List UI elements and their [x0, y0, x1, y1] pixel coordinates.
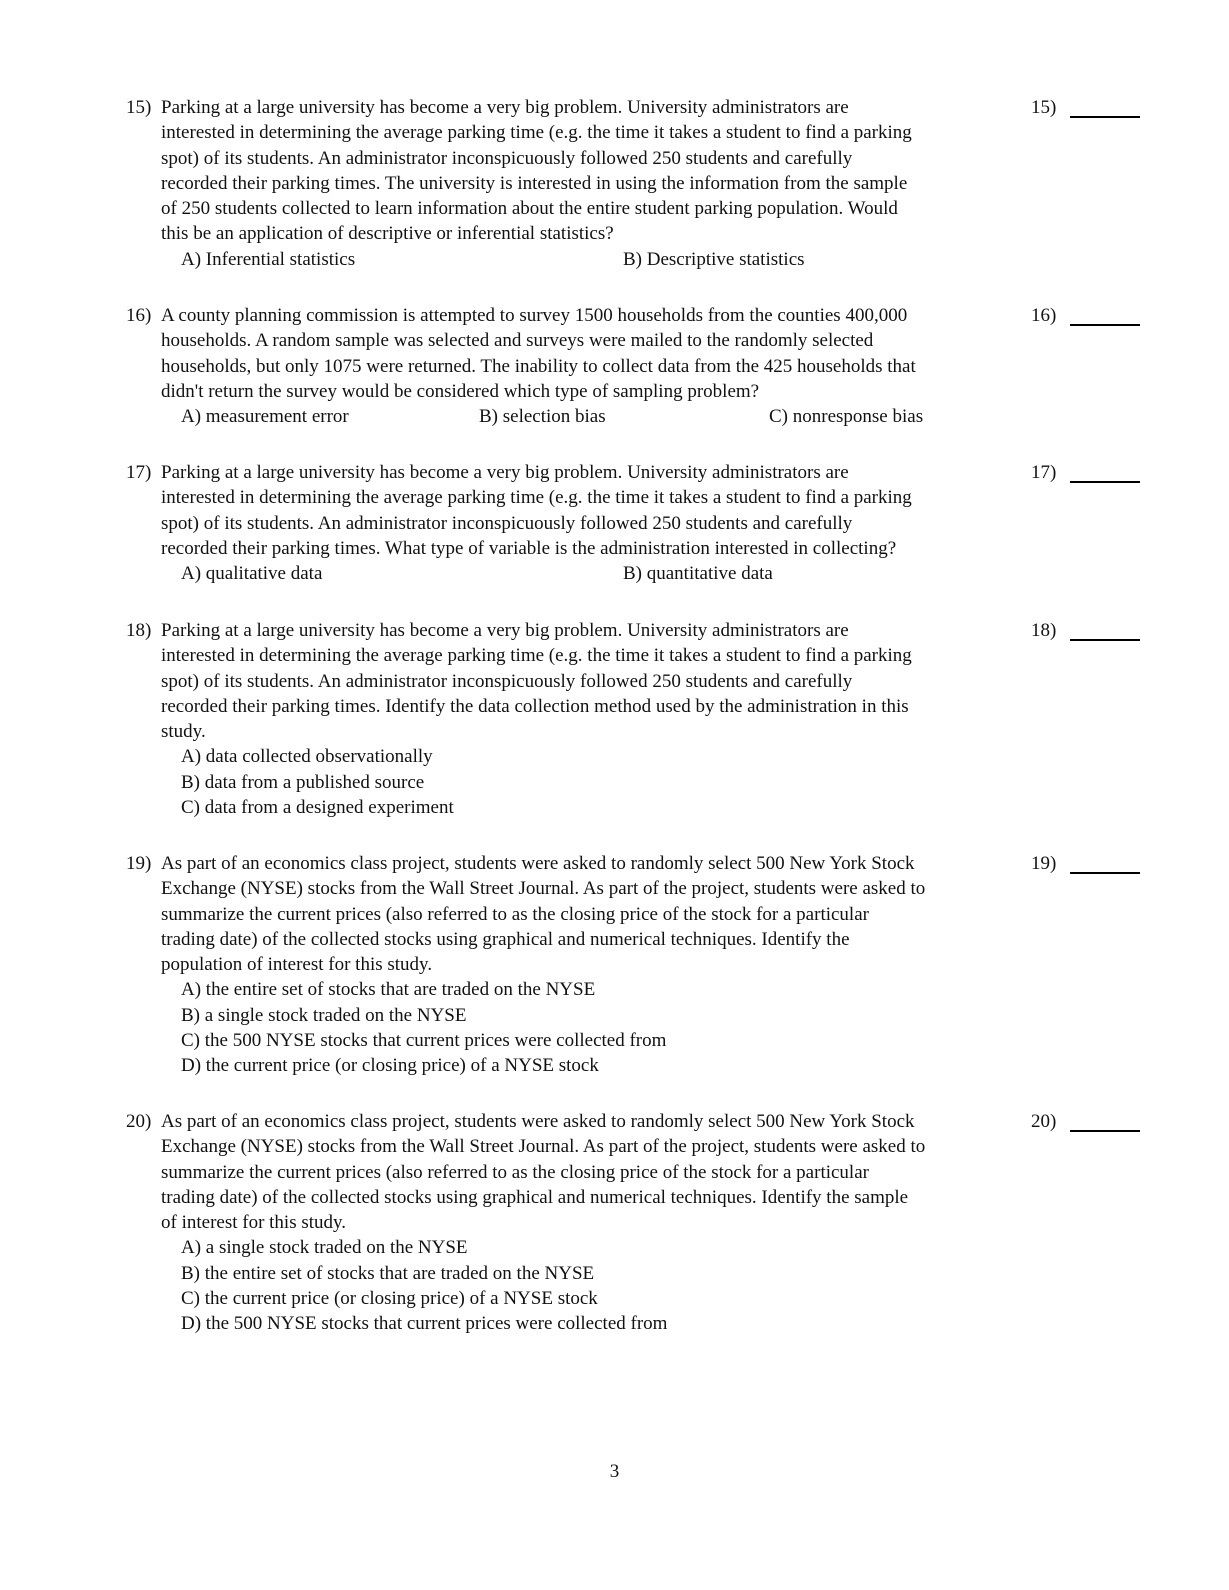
question-line: households, but only 1075 were returned. The inability to collect data from the 425 households that — [161, 355, 916, 377]
question-line: Parking at a large university has become a very big problem. University administrators are — [161, 620, 849, 641]
answer-label: 18) — [1031, 620, 1057, 641]
question-text — [161, 95, 1011, 272]
question-line: As part of an economics class project, students were asked to randomly select 500 New York Stock — [161, 853, 915, 874]
choices — [161, 744, 1011, 820]
choice-c: C) the current price (or closing price) of a NYSE stock — [181, 1288, 598, 1310]
question-line: Parking at a large university has become a very big problem. University administrators are — [161, 462, 849, 483]
choice-a: A) qualitative data — [181, 563, 323, 585]
answer-blank[interactable] — [1070, 481, 1140, 483]
choices — [161, 561, 1011, 586]
question-line: of 250 students collected to learn information about the entire student parking population. Would — [161, 198, 898, 220]
answer-label: 17) — [1031, 462, 1057, 483]
question-text — [161, 1109, 1011, 1337]
question-number: 20) — [126, 1111, 152, 1132]
question-line: recorded their parking times. Identify the data collection method used by the administration in this — [161, 695, 909, 717]
question-line: Parking at a large university has become a very big problem. University administrators are — [161, 97, 849, 118]
choice-c: C) the 500 NYSE stocks that current prices were collected from — [181, 1030, 667, 1052]
answer-label: 19) — [1031, 853, 1057, 874]
question-line: interested in determining the average parking time (e.g. the time it takes a student to find a parking — [161, 122, 912, 144]
question-line: As part of an economics class project, students were asked to randomly select 500 New York Stock — [161, 1111, 915, 1132]
question-line: spot) of its students. An administrator inconspicuously followed 250 students and carefully — [161, 512, 853, 534]
answer-label: 20) — [1031, 1111, 1057, 1132]
answer-blank[interactable] — [1070, 639, 1140, 641]
answer-blank[interactable] — [1070, 324, 1140, 326]
choice-b: B) quantitative data — [623, 563, 773, 585]
choices — [161, 1235, 1011, 1336]
choice-b: B) Descriptive statistics — [623, 248, 805, 270]
answer-label: 15) — [1031, 97, 1057, 118]
question-line: recorded their parking times. The university is interested in using the information from the sample — [161, 172, 908, 194]
question-line: study. — [161, 721, 206, 743]
answer-blank[interactable] — [1070, 116, 1140, 118]
question-number: 16) — [126, 305, 152, 326]
question-line: trading date) of the collected stocks using graphical and numerical techniques. Identify the sample — [161, 1186, 909, 1208]
choices — [161, 404, 1011, 429]
choice-a: A) data collected observationally — [181, 746, 433, 768]
choice-d: D) the current price (or closing price) of a NYSE stock — [181, 1055, 599, 1077]
choice-d: D) the 500 NYSE stocks that current prices were collected from — [181, 1313, 668, 1335]
question-line: this be an application of descriptive or inferential statistics? — [161, 223, 614, 245]
question-line: population of interest for this study. — [161, 954, 433, 976]
choice-a: A) the entire set of stocks that are traded on the NYSE — [181, 979, 596, 1001]
question-text — [161, 851, 1011, 1079]
choice-b: B) the entire set of stocks that are traded on the NYSE — [181, 1262, 595, 1284]
question-number: 15) — [126, 97, 152, 118]
question-number: 19) — [126, 853, 152, 874]
answer-blank[interactable] — [1070, 872, 1140, 874]
choice-a: A) measurement error — [181, 406, 349, 428]
question-line: Exchange (NYSE) stocks from the Wall Street Journal. As part of the project, students were asked to — [161, 1136, 926, 1158]
choice-b: B) a single stock traded on the NYSE — [181, 1004, 467, 1026]
question-text — [161, 460, 1011, 586]
question-line: recorded their parking times. What type of variable is the administration interested in collecting? — [161, 537, 897, 559]
question-number: 17) — [126, 462, 152, 483]
question-line: A county planning commission is attempted to survey 1500 households from the counties 400,000 — [161, 305, 908, 326]
question-line: summarize the current prices (also referred to as the closing price of the stock for a particular — [161, 903, 869, 925]
choice-a: A) a single stock traded on the NYSE — [181, 1237, 468, 1259]
page-number: 3 — [609, 1461, 620, 1482]
question-line: interested in determining the average parking time (e.g. the time it takes a student to find a parking — [161, 487, 912, 509]
choice-b: B) data from a published source — [181, 771, 425, 793]
choice-b: B) selection bias — [479, 406, 606, 428]
answer-label: 16) — [1031, 305, 1057, 326]
choices — [161, 977, 1011, 1078]
question-line: households. A random sample was selected and surveys were mailed to the randomly selected — [161, 330, 874, 352]
question-line: trading date) of the collected stocks using graphical and numerical techniques. Identify the — [161, 928, 850, 950]
question-line: spot) of its students. An administrator inconspicuously followed 250 students and carefully — [161, 670, 853, 692]
question-line: of interest for this study. — [161, 1212, 347, 1234]
question-text — [161, 618, 1011, 820]
choices — [161, 247, 1011, 272]
question-number: 18) — [126, 620, 152, 641]
question-text — [161, 303, 1011, 429]
answer-blank[interactable] — [1070, 1130, 1140, 1132]
choice-a: A) Inferential statistics — [181, 248, 356, 270]
question-line: Exchange (NYSE) stocks from the Wall Street Journal. As part of the project, students were asked to — [161, 878, 926, 900]
choice-c: C) data from a designed experiment — [181, 797, 454, 819]
question-line: interested in determining the average parking time (e.g. the time it takes a student to find a parking — [161, 645, 912, 667]
question-line: spot) of its students. An administrator inconspicuously followed 250 students and carefully — [161, 147, 853, 169]
question-line: summarize the current prices (also referred to as the closing price of the stock for a particular — [161, 1161, 869, 1183]
choice-c: C) nonresponse bias — [769, 406, 924, 428]
question-line: didn't return the survey would be considered which type of sampling problem? — [161, 380, 760, 402]
